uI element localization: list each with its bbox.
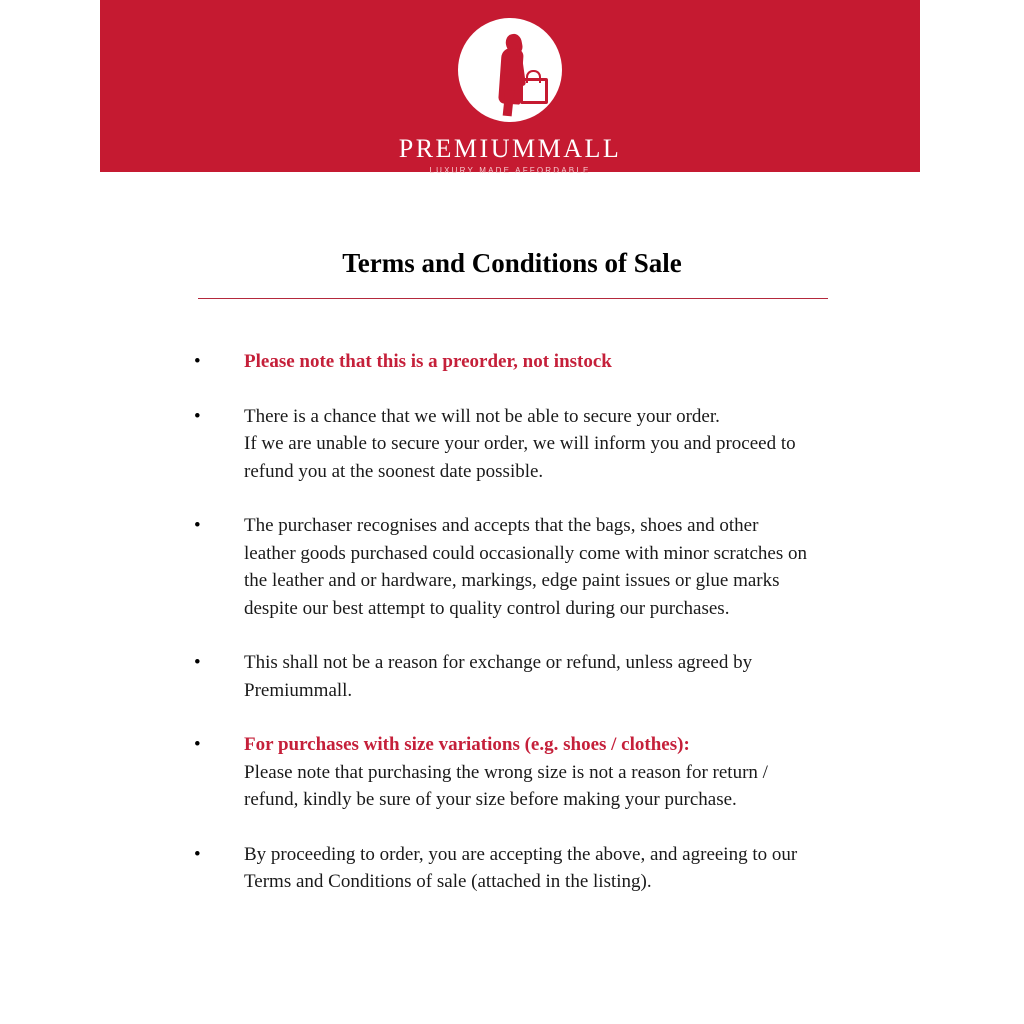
list-item-text bbox=[244, 403, 850, 486]
list-item-line: There is a chance that we will not be able to secure your order. bbox=[244, 405, 720, 427]
list-item-line: Terms and Conditions of sale (attached in the listing). bbox=[244, 871, 652, 892]
bullet-marker: • bbox=[194, 652, 201, 673]
list-item-line: refund you at the soonest date possible. bbox=[244, 460, 544, 482]
list-item-line: Premiummall. bbox=[244, 679, 353, 701]
list-item bbox=[190, 348, 850, 376]
list-item bbox=[190, 649, 850, 704]
list-item-line: Please note that this is a preorder, not instock bbox=[244, 351, 612, 372]
list-item-line: This shall not be a reason for exchange or refund, unless agreed by bbox=[244, 652, 753, 673]
list-item-text bbox=[244, 348, 850, 376]
list-item-line: If we are unable to secure your order, we will inform you and proceed to bbox=[244, 433, 796, 454]
list-item-text bbox=[244, 731, 850, 814]
list-item-line: The purchaser recognises and accepts that the bags, shoes and other bbox=[244, 515, 759, 536]
list-item-line: leather goods purchased could occasionally come with minor scratches on bbox=[244, 542, 807, 564]
bullet-marker: • bbox=[194, 351, 201, 372]
bullet-marker: • bbox=[194, 843, 201, 865]
list-item bbox=[190, 512, 850, 622]
list-item-line: refund, kindly be sure of your size before making your purchase. bbox=[244, 789, 737, 810]
list-item-line: Please note that purchasing the wrong size is not a reason for return / bbox=[244, 761, 768, 783]
list-item-line: the leather and or hardware, markings, edge paint issues or glue marks bbox=[244, 570, 780, 591]
list-item bbox=[190, 731, 850, 814]
bullet-marker: • bbox=[194, 734, 201, 755]
brand-tagline: LUXURY MADE AFFORDABLE bbox=[429, 166, 591, 175]
bullet-marker: • bbox=[194, 515, 201, 536]
brand-name: PREMIUMMALL bbox=[398, 134, 622, 163]
list-item-text bbox=[244, 841, 850, 896]
brand-logo bbox=[100, 18, 920, 175]
bullet-marker: • bbox=[194, 405, 201, 427]
list-item bbox=[190, 841, 850, 896]
terms-list bbox=[190, 348, 850, 923]
woman-with-handbag-silhouette-icon bbox=[458, 18, 562, 122]
title-divider bbox=[198, 298, 828, 299]
list-item-line: By proceeding to order, you are accepting the above, and agreeing to our bbox=[244, 843, 798, 865]
list-item-line: despite our best attempt to quality control during our purchases. bbox=[244, 597, 730, 619]
list-item-text bbox=[244, 649, 850, 704]
page-title: Terms and Conditions of Sale bbox=[342, 248, 682, 278]
list-item-text bbox=[244, 512, 850, 622]
header-banner bbox=[100, 0, 920, 175]
list-item bbox=[190, 403, 850, 486]
list-item-heading: For purchases with size variations (e.g. shoes / clothes): bbox=[244, 734, 690, 755]
